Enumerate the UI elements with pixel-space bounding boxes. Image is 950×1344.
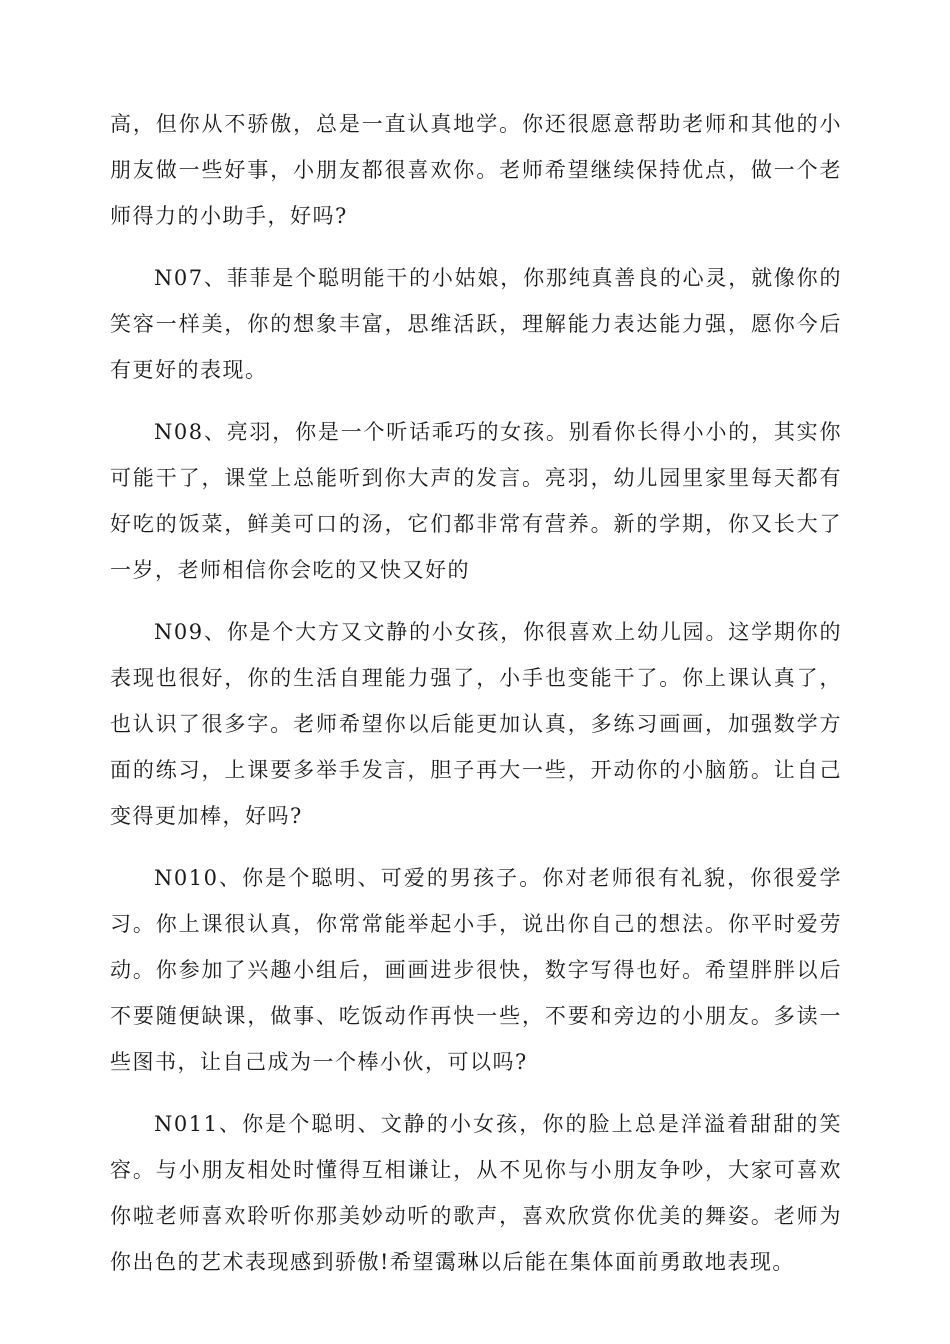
paragraph-n011: N011、你是个聪明、文静的小女孩，你的脸上总是洋溢着甜甜的笑容。与小朋友相处时懂得互相谦让，从不见你与小朋友争吵，大家可喜欢你啦老师喜欢聆听你那美妙动听的歌声，喜欢欣赏你优美的舞姿。老师为你出色的艺术表现感到骄傲!希望霭琳以后能在集体面前勇敢地表现。 <box>110 1112 842 1274</box>
paragraph-n08: N08、亮羽，你是一个听话乖巧的女孩。别看你长得小小的，其实你可能干了，课堂上总能听到你大声的发言。亮羽，幼儿园里家里每天都有好吃的饭菜，鲜美可口的汤，它们都非常有营养。新的学期，你又长大了一岁，老师相信你会吃的又快又好的 <box>110 420 842 582</box>
paragraph-n010: N010、你是个聪明、可爱的男孩子。你对老师很有礼貌，你很爱学习。你上课很认真，你常常能举起小手，说出你自己的想法。你平时爱劳动。你参加了兴趣小组后，画画进步很快，数字写得也好。希望胖胖以后不要随便缺课，做事、吃饭动作再快一些，不要和旁边的小朋友。多读一些图书，让自己成为一个棒小伙，可以吗? <box>110 866 842 1074</box>
paragraph-n09: N09、你是个大方又文静的小女孩，你很喜欢上幼儿园。这学期你的表现也很好，你的生活自理能力强了，小手也变能干了。你上课认真了，也认识了很多字。老师希望你以后能更加认真，多练习画画，加强数学方面的练习，上课要多举手发言，胆子再大一些，开动你的小脑筋。让自己变得更加棒，好吗? <box>110 620 842 828</box>
paragraph-n07: N07、菲菲是个聪明能干的小姑娘，你那纯真善良的心灵，就像你的笑容一样美，你的想象丰富，思维活跃，理解能力表达能力强，愿你今后有更好的表现。 <box>110 266 842 382</box>
document-body <box>110 101 842 1301</box>
paragraph-continuation: 高，但你从不骄傲，总是一直认真地学。你还很愿意帮助老师和其他的小朋友做一些好事，小朋友都很喜欢你。老师希望继续保持优点，做一个老师得力的小助手，好吗? <box>110 112 842 228</box>
